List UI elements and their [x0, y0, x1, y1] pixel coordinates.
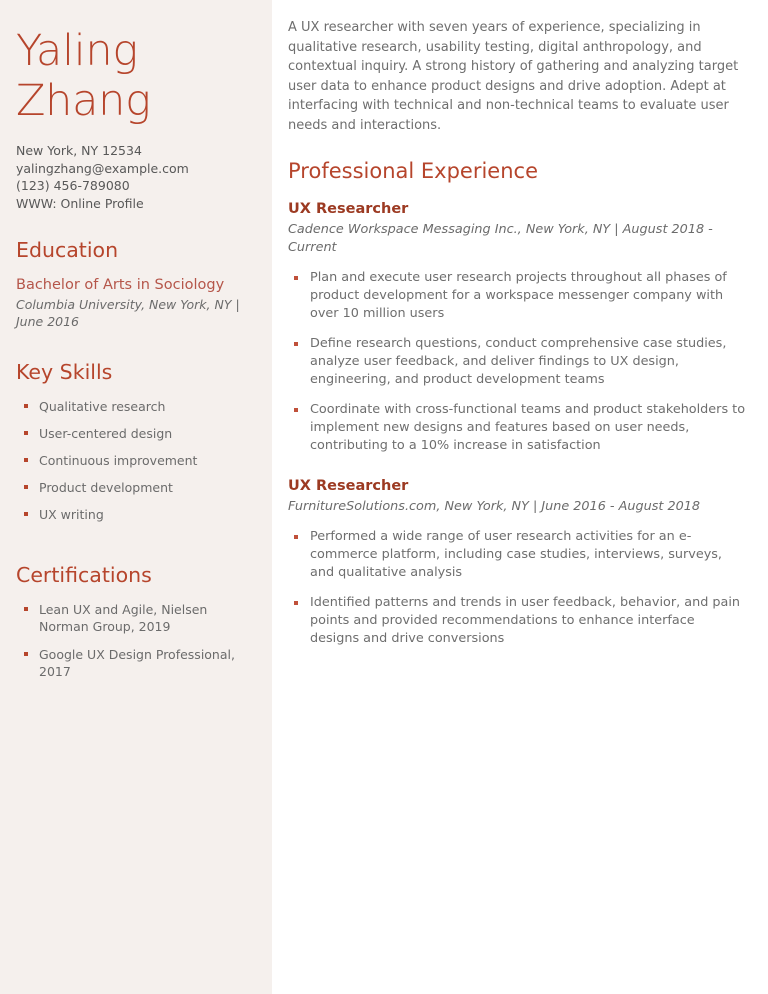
professional-summary: A UX researcher with seven years of experience, specializing in qualitative research, usability testing, digital anthropology, and contextual inquiry. A strong history of gathering and analyzing target user data to enhance product designs and drive adoption. Adept at interfacing with technical and non-technical teams to evaluate user needs and interactions.	[288, 20, 739, 133]
job-title: UX Researcher	[288, 478, 409, 494]
job-company-dates: Cadence Workspace Messaging Inc., New York, NY | August 2018 - Current	[288, 222, 713, 255]
education-section	[16, 238, 252, 330]
key-skills-heading: Key Skills	[16, 360, 113, 384]
education-school: Columbia University, New York, NY | June 2016	[16, 297, 240, 329]
contact-address: New York, NY 12534	[16, 143, 142, 158]
spacer	[16, 533, 252, 563]
candidate-first-name: Yaling	[16, 26, 138, 76]
certifications-section	[16, 563, 252, 680]
job-company-dates: FurnitureSolutions.com, New York, NY | June 2016 - August 2018	[288, 499, 701, 514]
education-heading: Education	[16, 238, 119, 262]
list-item: User-centered design	[16, 425, 252, 442]
contact-details	[16, 142, 252, 212]
contact-email[interactable]: yalingzhang@example.com	[16, 160, 189, 176]
list-item: Qualitative research	[16, 398, 252, 415]
list-item: Continuous improvement	[16, 452, 252, 469]
list-item: Identified patterns and trends in user feedback, behavior, and pain points and provided recommendations to enhance interface designs and drive conversions	[288, 594, 746, 648]
key-skills-list	[16, 398, 252, 523]
candidate-name	[16, 26, 252, 126]
list-item: Coordinate with cross-functional teams and product stakeholders to implement new designs and features based on user needs, contributing to a 10% increase in satisfaction	[288, 401, 746, 455]
sidebar	[0, 0, 272, 994]
list-item: Product development	[16, 479, 252, 496]
list-item: Define research questions, conduct comprehensive case studies, analyze user feedback, and deliver findings to UX design, engineering, and product development teams	[288, 335, 746, 389]
experience-entry	[288, 200, 746, 455]
job-bullet-list	[288, 269, 746, 455]
education-degree: Bachelor of Arts in Sociology	[16, 277, 225, 293]
main-column	[272, 0, 768, 994]
experience-entry	[288, 477, 746, 648]
certifications-list	[16, 601, 252, 680]
candidate-last-name: Zhang	[16, 76, 151, 126]
job-title: UX Researcher	[288, 201, 409, 217]
list-item: Google UX Design Professional, 2017	[16, 646, 252, 680]
list-item: Lean UX and Agile, Nielsen Norman Group, 2019	[16, 601, 252, 635]
certifications-heading: Certifications	[16, 563, 152, 587]
experience-heading: Professional Experience	[288, 159, 538, 183]
spacer	[16, 330, 252, 360]
key-skills-section	[16, 360, 252, 523]
contact-phone: (123) 456-789080	[16, 178, 130, 193]
list-item: UX writing	[16, 506, 252, 523]
job-bullet-list	[288, 528, 746, 648]
list-item: Performed a wide range of user research activities for an e-commerce platform, including case studies, interviews, surveys, and qualitative analysis	[288, 528, 746, 582]
list-item: Plan and execute user research projects throughout all phases of product development for a workspace messenger company with over 10 million users	[288, 269, 746, 323]
contact-website[interactable]: WWW: Online Profile	[16, 195, 144, 211]
